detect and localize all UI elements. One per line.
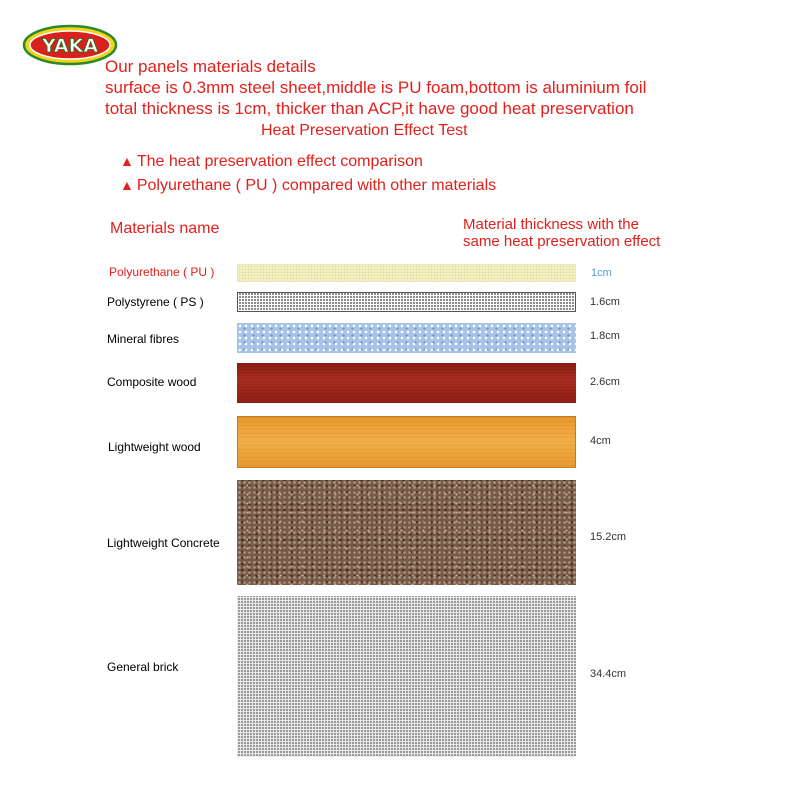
- material-name: Polyurethane ( PU ): [109, 265, 215, 279]
- logo-text: YAKA: [41, 35, 99, 57]
- material-name: Lightweight wood: [108, 440, 201, 454]
- thickness-header-line-1: Material thickness with the: [463, 216, 639, 233]
- material-swatch-composite-wood: [237, 363, 576, 403]
- material-thickness: 2.6cm: [590, 376, 620, 388]
- material-swatch-ps: [237, 292, 576, 312]
- thickness-header: [463, 216, 660, 250]
- material-thickness: 4cm: [590, 435, 611, 447]
- comparison-text: Polyurethane ( PU ) compared with other materials: [136, 177, 497, 194]
- intro-line-3: total thickness is 1cm, thicker than ACP,it have good heat preservation: [105, 99, 634, 118]
- material-name: General brick: [107, 660, 179, 674]
- material-thickness: 15.2cm: [590, 531, 627, 543]
- triangle-bullet-icon: ▲: [120, 153, 134, 169]
- material-name: Composite wood: [107, 375, 197, 389]
- comparison-text: The heat preservation effect comparison: [136, 153, 423, 170]
- material-swatch-lightweight-wood: [237, 416, 576, 468]
- material-name: Lightweight Concrete: [107, 536, 220, 550]
- material-swatch-pu: [237, 264, 576, 282]
- material-swatch-general-brick: [237, 596, 576, 757]
- thickness-header-line-2: same heat preservation effect: [463, 233, 661, 250]
- materials-name-header: Materials name: [110, 220, 220, 237]
- material-swatch-mineral-fibres: [237, 323, 576, 353]
- material-swatch-lightweight-concrete: [237, 480, 576, 585]
- intro-line-1: Our panels materials details: [105, 57, 316, 76]
- intro-line-2: surface is 0.3mm steel sheet,middle is PU foam,bottom is aluminium foil: [105, 78, 647, 97]
- material-name: Polystyrene ( PS ): [107, 295, 204, 309]
- material-thickness: 1.8cm: [590, 330, 620, 342]
- material-name: Mineral fibres: [107, 332, 180, 346]
- comparison-item: [120, 153, 423, 171]
- triangle-bullet-icon: ▲: [120, 177, 134, 193]
- comparison-item: [120, 177, 496, 195]
- intro-block: [105, 56, 646, 119]
- material-thickness: 1cm: [591, 267, 612, 279]
- test-title: Heat Preservation Effect Test: [261, 122, 468, 139]
- yaka-logo-image: [22, 24, 118, 66]
- material-thickness: 34.4cm: [590, 668, 627, 680]
- yaka-logo: [22, 24, 118, 66]
- material-thickness: 1.6cm: [590, 296, 620, 308]
